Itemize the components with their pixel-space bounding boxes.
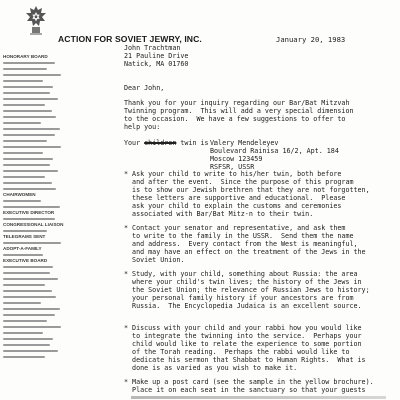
sidebar-section-heading: CHAIRWOMEN (3, 192, 36, 197)
salutation: Dear John, (124, 84, 165, 92)
sidebar-section-heading: EXECUTIVE DIRECTOR (3, 210, 55, 215)
twin-label-suffix: twin is : (176, 139, 217, 147)
board-members-column (3, 54, 75, 360)
twin-label-prefix: Your (124, 139, 145, 147)
star-of-david-seal-icon (22, 4, 50, 36)
suggestion-discuss-rabbi: * Discuss with your child and your rabbi how you would like to integrate the twinning into the service. Perhaps your child would like to relate the experience to some portion of the Torah reading. Perhaps the rabbi would like to dedicate his sermon that Shabbat to Human Rights. What is done is as varied as you wish to make it. (124, 324, 366, 372)
suggestion-study-russia: * Study, with your child, something about Russia: the area where your child's twin lives; the history of the Jews in the Soviet Union; the relevance of Russian Jews to history; your personal family history if your ancestors are from Russia. The Encyclopedia Judaica is an excellent source. (124, 270, 370, 310)
sidebar-section-heading: EXECUTIVE BOARD (3, 258, 48, 263)
suggestion-post-card: * Make up a post card (see the sample in the yellow brochure). Place it on each seat in the sanctuary so that your guests (124, 378, 374, 394)
faded-text-line (131, 396, 386, 399)
letter-date: January 20, 1983 (276, 35, 346, 44)
twin-label-struck-word: children (144, 139, 177, 147)
twin-label (124, 139, 217, 147)
twin-address: Valery Mendeleyev Boulevard Rainisa 16/2, Apt. 184 Moscow 123459 RSFSR, USSR (210, 139, 339, 171)
sidebar-section-heading: TELEGRAMS SENT (3, 234, 46, 239)
organization-name: ACTION FOR SOVIET JEWRY, INC. (58, 34, 202, 44)
recipient-address: John Trachtman 21 Pauline Drive Natick, MA 01760 (124, 44, 189, 68)
sidebar-member-name (3, 354, 75, 360)
suggestion-write-twin: * Ask your child to write to his/her twin, both before and after the event. Since the purpose of this program is to show our Jewish brethren that they are not forgotten, these letters are supportive and educational. Please ask your child to explain the customs and ceremonies associated with Bar/Bat Mitz-n to their twin. (124, 170, 370, 218)
intro-paragraph: Thank you for your inquiry regarding our Bar/Bat Mitzvah Twinning program. This will add a very special dimension to the occasion. We have a few suggestions to offer to help you: (124, 99, 354, 131)
sidebar-section-heading: HONORARY BOARD (3, 54, 48, 59)
sidebar-section-heading: ADOPT-A-FAMILY (3, 246, 42, 251)
sidebar-section-heading: CONGRESSIONAL LIAISON (3, 222, 64, 227)
suggestion-contact-congress: * Contact your senator and representative, and ask them to write to the family in the USSR. Send them the name and address. Every contact from the West is meaningful, and may have an effect on the treatment of the Jews in the Soviet Union. (124, 224, 366, 264)
